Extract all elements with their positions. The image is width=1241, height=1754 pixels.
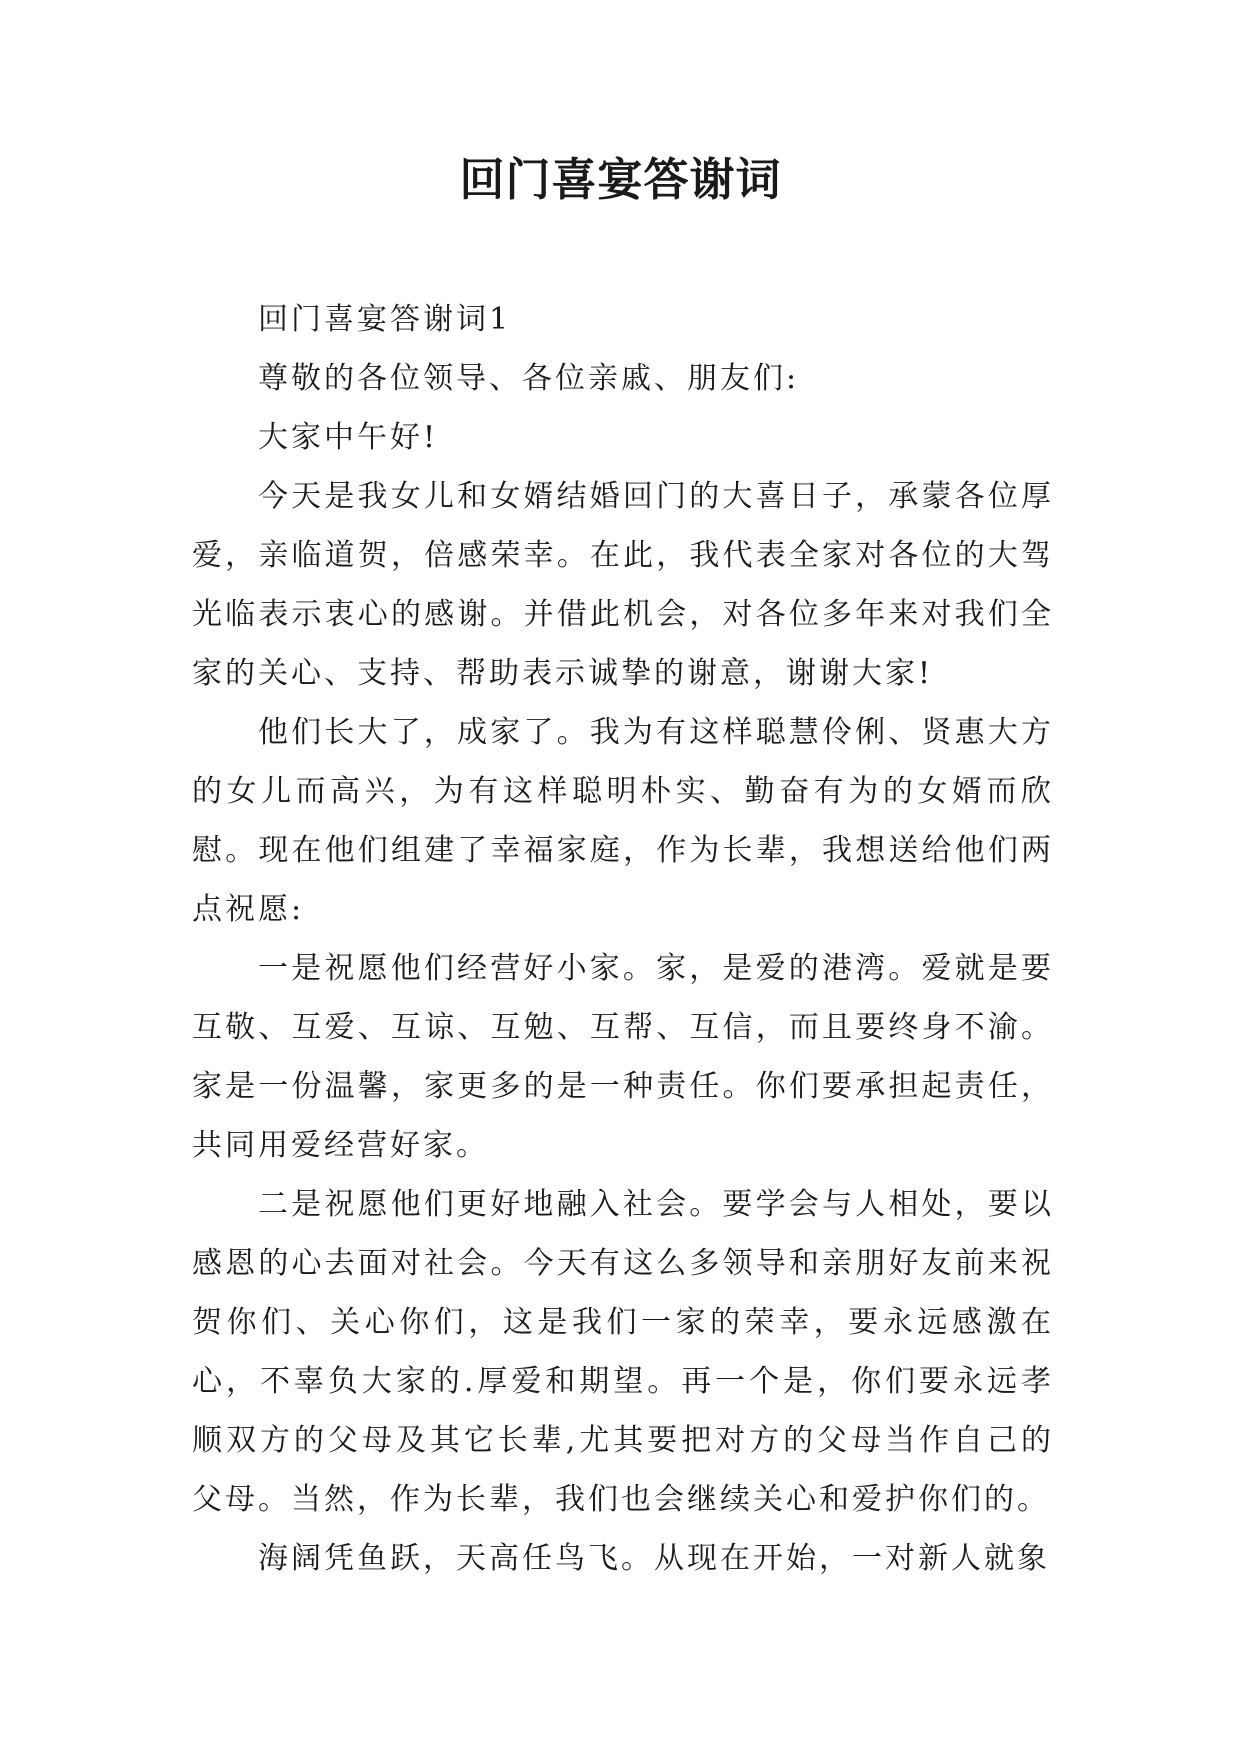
paragraph-greeting: 大家中午好!	[258, 420, 439, 455]
paragraph-subtitle: 回门喜宴答谢词1	[258, 302, 512, 337]
paragraph: 海阔凭鱼跃，天高任鸟飞。从现在开始，一对新人就象	[258, 1541, 1050, 1576]
paragraph: 一是祝愿他们经营好小家。家，是爱的港湾。爱就是要互敬、互爱、互谅、互勉、互帮、互信，而且要终身不渝。家是一份温馨，家更多的是一种责任。你们要承担起责任，共同用爱经营好家。	[192, 951, 1054, 1163]
paragraph-salutation: 尊敬的各位领导、各位亲戚、朋友们:	[258, 361, 800, 396]
paragraph: 他们长大了，成家了。我为有这样聪慧伶俐、贤惠大方的女儿而高兴，为有这样聪明朴实、勤奋有为的女婿而欣慰。现在他们组建了幸福家庭，作为长辈，我想送给他们两点祝愿:	[192, 715, 1054, 927]
paragraph: 二是祝愿他们更好地融入社会。要学会与人相处，要以感恩的心去面对社会。今天有这么多领导和亲朋好友前来祝贺你们、关心你们，这是我们一家的荣幸，要永远感激在心，不辜负大家的.厚爱和期望。再一个是，你们要永远孝顺双方的父母及其它长辈,尤其要把对方的父母当作自己的父母。当然，作为长辈，我们也会继续关心和爱护你们的。	[192, 1187, 1054, 1517]
paragraph: 今天是我女儿和女婿结婚回门的大喜日子，承蒙各位厚爱，亲临道贺，倍感荣幸。在此，我代表全家对各位的大驾光临表示衷心的感谢。并借此机会，对各位多年来对我们全家的关心、支持、帮助表示诚挚的谢意，谢谢大家!	[192, 479, 1054, 691]
document-title: 回门喜宴答谢词	[459, 153, 782, 206]
document-body	[192, 290, 1054, 1588]
